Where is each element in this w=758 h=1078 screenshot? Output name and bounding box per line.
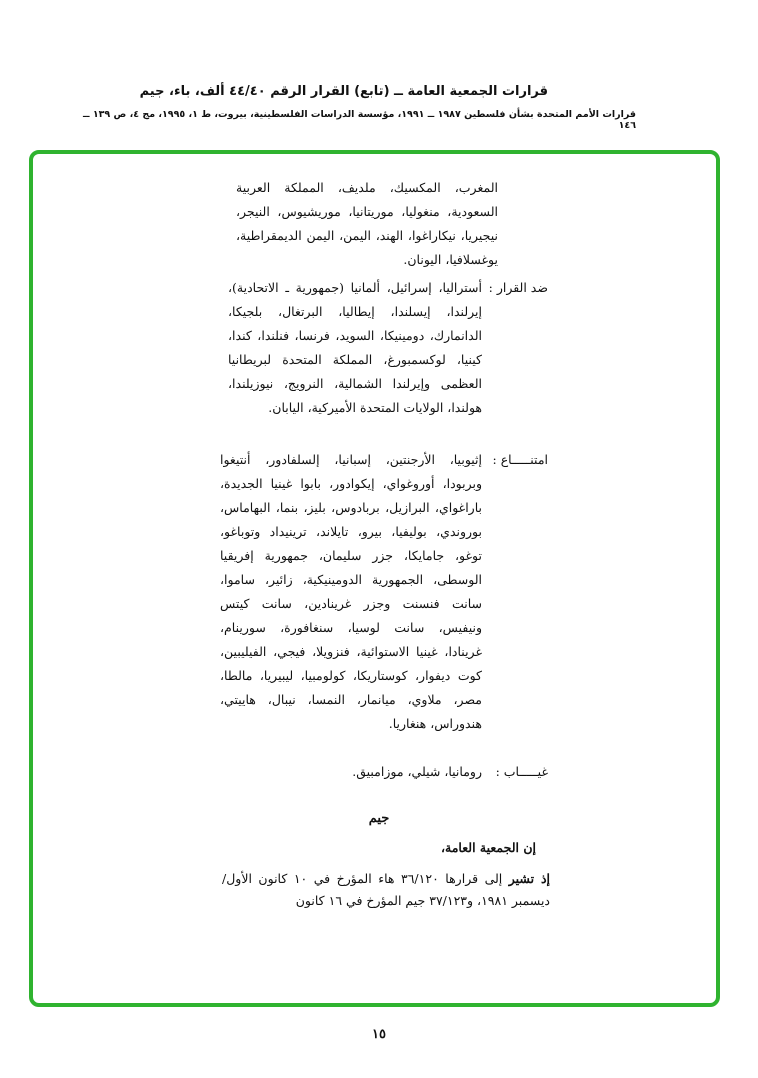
running-header-title: قرارات الجمعية العامة ــ (تابع) القرار الرقم ٤٤/٤٠ ألف، باء، جيم <box>139 84 548 99</box>
against-list: أستراليا، إسرائيل، ألمانيا (جمهورية ـ الاتحادية)، إيرلندا، إيسلندا، إيطاليا، البرتغال، بلجيكا، الدانمارك، دومينيكا، السويد، فرنسا، فنلندا، كندا، كينيا، لوكسمبورغ، المملكة المتحدة لبريطانيا العظمى وإيرلندا الشمالية، النرويج، نيوزيلندا، هولندا، الولايات المتحدة الأميركية، اليابان. <box>228 280 482 415</box>
preamble-paragraph <box>222 868 550 912</box>
running-header-source: قرارات الأمم المتحدة بشأن فلسطين ١٩٨٧ ــ ١٩٩١، مؤسسة الدراسات الفلسطينية، بيروت، ط ١، ١٩٩٥، مج ٤، ص ١٣٩ ــ ١٤٦ <box>83 109 636 131</box>
abstain-label: امتنـــــاع : <box>492 452 548 467</box>
page-number: ١٥ <box>372 1027 386 1042</box>
section-title: جيم <box>368 811 390 826</box>
absent-list: رومانيا، شيلي، موزامبيق. <box>352 764 482 779</box>
general-assembly-heading: إن الجمعية العامة، <box>441 840 536 855</box>
vote-list-continued: المغرب، المكسيك، ملديف، المملكة العربية السعودية، منغوليا، موريتانيا، موريشيوس، النيجر، نيجيريا، نيكاراغوا، الهند، اليمن، اليمن الديمقراطية، يوغسلافيا، اليونان. <box>236 180 498 267</box>
abstain-list: إثيوبيا، الأرجنتين، إسبانيا، إلسلفادور، أنتيغوا وبربودا، أوروغواي، إيكوادور، بابوا غينيا الجديدة، باراغواي، البرازيل، بربادوس، بليز، بنما، البهاماس، بوروندي، بوليفيا، بيرو، تايلاند، ترينيداد وتوباغو، توغو، جامايكا، جزر سليمان، جمهورية إفريقيا الوسطى، الجمهورية الدومينيكية، زائير، ساموا، سانت فنسنت وجزر غرينادين، سانت كيتس ونيفيس، سانت لوسيا، سنغافورة، سورينام، غرينادا، غينيا الاستوائية، فنزويلا، فيجي، الفيليبين، كوت ديفوار، كوستاريكا، كولومبيا، ليبيريا، مالطا، مصر، ملاوي، ميانمار، النمسا، نيبال، هاييتي، هندوراس، هنغاريا. <box>220 452 482 731</box>
paragraph-text: إلى قرارها ٣٦/١٢٠ هاء المؤرخ في ١٠ كانون الأول/ديسمبر ١٩٨١، و٣٧/١٢٣ جيم المؤرخ في ١٦ كانون <box>222 871 550 908</box>
against-label: ضد القرار : <box>488 280 548 295</box>
paragraph-lead: إذ تشير <box>508 871 550 886</box>
absent-label: غيـــــاب : <box>495 764 548 779</box>
